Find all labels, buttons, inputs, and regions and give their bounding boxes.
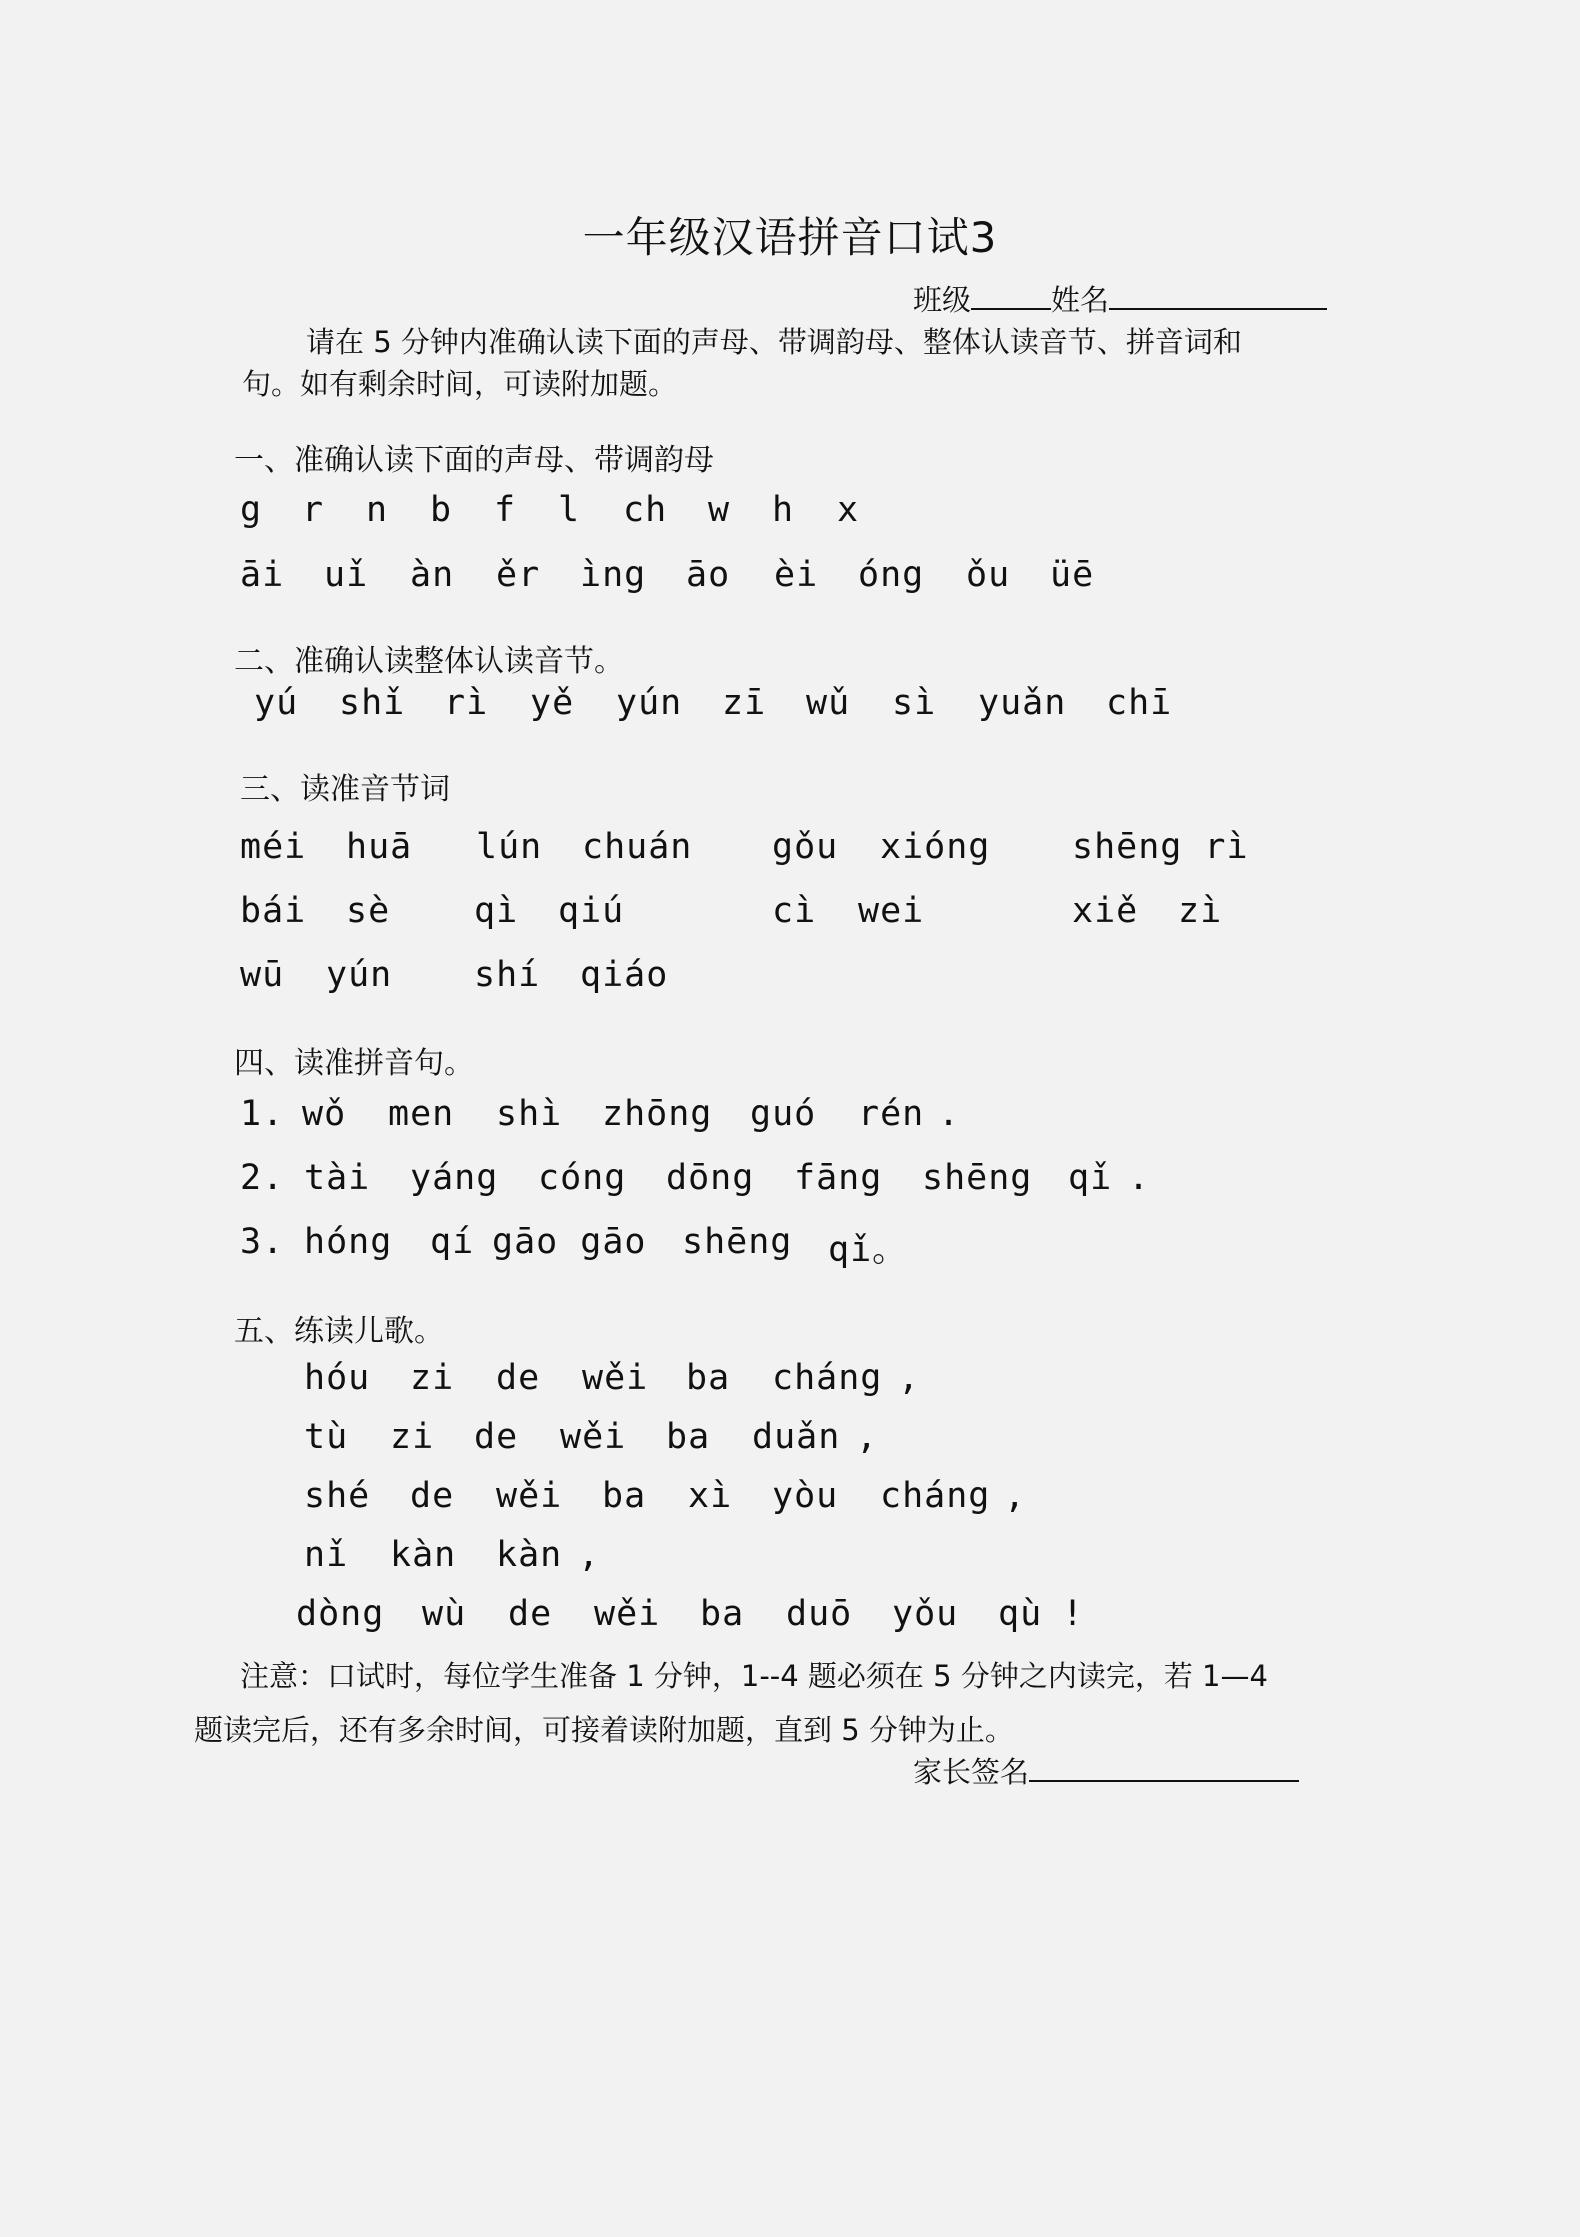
- sentence-word: men: [388, 1094, 455, 1134]
- syllable: shǐ: [339, 683, 406, 723]
- sentence-word: zhōng: [602, 1094, 713, 1134]
- name-blank[interactable]: [1109, 280, 1327, 310]
- syllable: yuǎn: [978, 683, 1067, 723]
- rhyme-word: zi: [410, 1358, 455, 1398]
- sentence-number: 3.: [240, 1222, 285, 1262]
- rhyme-word: wěi: [582, 1358, 649, 1398]
- syllable: zī: [722, 683, 767, 723]
- final: āo: [686, 555, 731, 595]
- final: èi: [774, 555, 819, 595]
- rhyme-word: tù: [304, 1417, 349, 1457]
- word: qiú: [558, 891, 625, 931]
- word: gǒu: [772, 827, 839, 867]
- word: shí: [474, 955, 541, 995]
- rhyme-word: de: [496, 1358, 541, 1398]
- rhyme-word: ba: [602, 1476, 647, 1516]
- rhyme-word: duǎn: [752, 1417, 841, 1457]
- syllable: chī: [1106, 683, 1173, 723]
- word: qì: [474, 891, 519, 931]
- name-label: 姓名: [1051, 283, 1110, 317]
- rhyme-word: yǒu: [892, 1594, 959, 1634]
- initial: l: [558, 490, 581, 530]
- rhyme-word: cháng: [880, 1476, 991, 1516]
- word: bái: [240, 891, 307, 931]
- rhyme-word: ba: [700, 1594, 745, 1634]
- initial: x: [837, 490, 860, 530]
- final: àn: [410, 555, 455, 595]
- final: uǐ: [324, 555, 369, 595]
- rhyme-word: xì: [688, 1476, 733, 1516]
- rhyme-punct: ,: [578, 1535, 601, 1575]
- sentence-punct: .: [938, 1094, 961, 1134]
- rhyme-word: duō: [786, 1594, 853, 1634]
- final: üē: [1050, 555, 1095, 595]
- word: qiáo: [580, 955, 669, 995]
- final: ìng: [580, 555, 647, 595]
- word: wei: [858, 891, 925, 931]
- rhyme-word: shé: [304, 1476, 371, 1516]
- sentence-word: qǐ。: [828, 1230, 909, 1270]
- word: xióng: [880, 827, 991, 867]
- rhyme-word: nǐ: [304, 1535, 349, 1575]
- initial: ch: [623, 490, 668, 530]
- sentence-word: shēng: [682, 1222, 793, 1262]
- word: xiě: [1072, 891, 1139, 931]
- syllable: sì: [892, 683, 937, 723]
- section2-heading: 二、准确认读整体认读音节。: [234, 644, 624, 679]
- rhyme-word: wù: [422, 1594, 467, 1634]
- sentence-word: wǒ: [302, 1094, 347, 1134]
- sentence-word: fāng: [794, 1158, 883, 1198]
- final: ǒu: [966, 555, 1011, 595]
- rhyme-word: dòng: [296, 1594, 385, 1634]
- section3-heading: 三、读准音节词: [240, 772, 450, 807]
- word: sè: [346, 891, 391, 931]
- final: óng: [858, 555, 925, 595]
- rhyme-word: de: [410, 1476, 455, 1516]
- sentence-word: qǐ: [1068, 1158, 1113, 1198]
- rhyme-word: wěi: [594, 1594, 661, 1634]
- word: lún: [476, 827, 543, 867]
- rhyme-word: hóu: [304, 1358, 371, 1398]
- intro-line-2: 句。如有剩余时间，可读附加题。: [242, 367, 678, 401]
- rhyme-punct: ,: [856, 1417, 879, 1457]
- sentence-word: qí: [430, 1222, 475, 1262]
- syllable: rì: [444, 683, 489, 723]
- initial: w: [708, 490, 731, 530]
- rhyme-word: ba: [666, 1417, 711, 1457]
- page-title: 一年级汉语拼音口试3: [582, 213, 998, 262]
- sentence-word: shì: [496, 1094, 563, 1134]
- word: zì: [1178, 891, 1223, 931]
- word: wū: [240, 955, 285, 995]
- rhyme-word: kàn: [390, 1535, 457, 1575]
- class-label: 班级: [913, 283, 972, 317]
- parent-signature-label: 家长签名: [913, 1755, 1030, 1789]
- word: chuán: [582, 827, 693, 867]
- parent-signature-blank[interactable]: [1029, 1752, 1299, 1782]
- rhyme-word: de: [508, 1594, 553, 1634]
- sentence-word: gāo gāo: [492, 1222, 647, 1262]
- sentence-punct: .: [1128, 1158, 1151, 1198]
- sentence-number: 2.: [240, 1158, 285, 1198]
- syllable: wǔ: [806, 683, 851, 723]
- rhyme-word: de: [474, 1417, 519, 1457]
- rhyme-punct: ,: [898, 1358, 921, 1398]
- sentence-word: cóng: [538, 1158, 627, 1198]
- sentence-word: dōng: [666, 1158, 755, 1198]
- initial: b: [430, 490, 453, 530]
- syllable: yú: [254, 683, 299, 723]
- section5-heading: 五、练读儿歌。: [234, 1314, 444, 1349]
- rhyme-punct: ,: [1004, 1476, 1027, 1516]
- final: ěr: [496, 555, 541, 595]
- word: yún: [326, 955, 393, 995]
- rhyme-word: zi: [390, 1417, 435, 1457]
- class-blank[interactable]: [971, 280, 1051, 310]
- sentence-word: hóng: [304, 1222, 393, 1262]
- rhyme-word: kàn: [496, 1535, 563, 1575]
- sentence-word: yáng: [410, 1158, 499, 1198]
- note-line-2: 题读完后，还有多余时间，可接着读附加题，直到 5 分钟为止。: [194, 1713, 1014, 1747]
- sentence-word: shēng: [922, 1158, 1033, 1198]
- initial: g: [240, 490, 263, 530]
- word: shēng rì: [1072, 827, 1249, 867]
- rhyme-word: ba: [686, 1358, 731, 1398]
- syllable: yě: [530, 683, 575, 723]
- rhyme-word: wěi: [496, 1476, 563, 1516]
- rhyme-word: wěi: [560, 1417, 627, 1457]
- section4-heading: 四、读准拼音句。: [234, 1046, 474, 1081]
- parent-signature-line: [913, 1750, 1299, 1791]
- final: āi: [240, 555, 285, 595]
- sentence-number: 1.: [240, 1094, 285, 1134]
- class-name-line: [913, 278, 1327, 319]
- section1-heading: 一、准确认读下面的声母、带调韵母: [234, 443, 714, 478]
- intro-line-1: 请在 5 分钟内准确认读下面的声母、带调韵母、整体认读音节、拼音词和: [306, 325, 1242, 359]
- word: huā: [346, 827, 413, 867]
- sentence-word: rén: [858, 1094, 925, 1134]
- sentence-word: tài: [304, 1158, 371, 1198]
- initial: h: [772, 490, 795, 530]
- syllable: yún: [616, 683, 683, 723]
- sentence-word: guó: [750, 1094, 817, 1134]
- initial: r: [302, 490, 325, 530]
- rhyme-word: yòu: [772, 1476, 839, 1516]
- rhyme-word: qù: [998, 1594, 1043, 1634]
- word: cì: [772, 891, 817, 931]
- rhyme-word: cháng: [772, 1358, 883, 1398]
- rhyme-punct: !: [1062, 1594, 1085, 1634]
- initial: f: [494, 490, 517, 530]
- initial: n: [366, 490, 389, 530]
- word: méi: [240, 827, 307, 867]
- note-line-1: 注意：口试时，每位学生准备 1 分钟，1--4 题必须在 5 分钟之内读完，若 1—4: [240, 1659, 1268, 1693]
